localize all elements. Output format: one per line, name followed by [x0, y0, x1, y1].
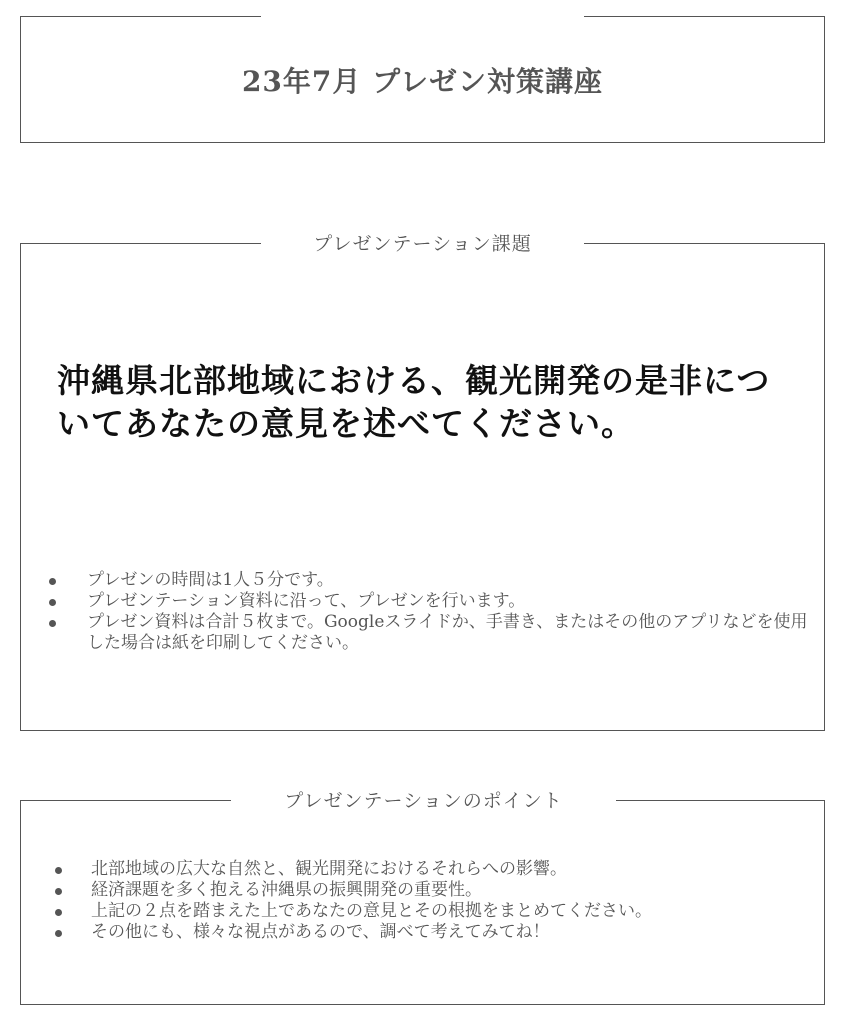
list-item: 経済課題を多く抱える沖縄県の振興開発の重要性。 — [21, 880, 821, 901]
list-item: プレゼンテーション資料に沿って、プレゼンを行います。 — [21, 591, 811, 612]
page-title: 23年7月 プレゼン対策講座 — [241, 65, 604, 98]
list-item: プレゼン資料は合計５枚まで。Googleスライドか、手書き、またはその他のアプリなどを使用した場合は紙を印刷してください。 — [21, 612, 811, 654]
list-item: プレゼンの時間は1人５分です。 — [21, 570, 811, 591]
points-section-legend: プレゼンテーションのポイント — [231, 788, 616, 814]
task-section — [20, 233, 825, 731]
task-section-legend: プレゼンテーション課題 — [261, 231, 584, 257]
list-item: 上記の２点を踏まえた上であなたの意見とその根拠をまとめてください。 — [21, 901, 821, 922]
title-box-top-gap — [261, 14, 584, 20]
points-list — [21, 859, 821, 943]
list-item: その他にも、様々な視点があるので、調べて考えてみてね！ — [21, 922, 821, 943]
task-headline: 沖縄県北部地域における、観光開発の是非についてあなたの意見を述べてください。 — [57, 361, 771, 443]
points-section — [20, 790, 825, 1005]
task-rules-list — [21, 570, 811, 654]
title-box — [20, 16, 825, 143]
list-item: 北部地域の広大な自然と、観光開発におけるそれらへの影響。 — [21, 859, 821, 880]
